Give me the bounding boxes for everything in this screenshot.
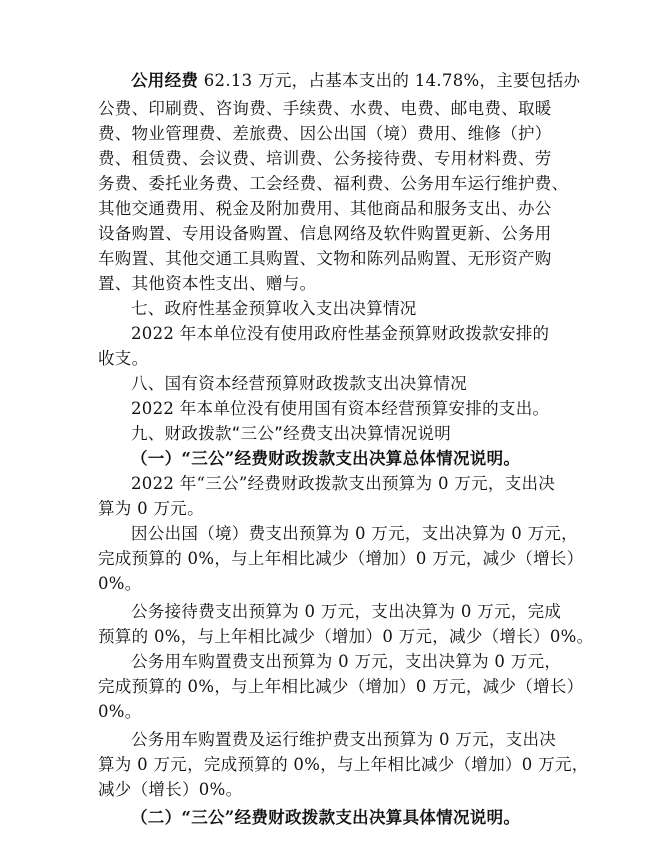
public-cost-line-1: [131, 69, 580, 93]
section-9-heading: 九、财政拨款“三公”经费支出决算情况说明: [131, 424, 452, 443]
public-cost-label: 公用经费: [131, 71, 199, 90]
total-line-1: 2022 年“三公”经费财政拨款支出预算为 0 万元，支出决: [131, 474, 556, 493]
public-cost-line-7: 设备购置、专用设备购置、信息网络及软件购置更新、公务用: [98, 224, 552, 243]
reception-line-1: 公务接待费支出预算为 0 万元，支出决算为 0 万元，完成: [131, 602, 562, 621]
section-8-line-1: 2022 年本单位没有使用国有资本经营预算安排的支出。: [131, 399, 550, 418]
car-purchase-line-2: 完成预算的 0%，与上年相比减少（增加）0 万元，减少（增长）: [98, 677, 584, 696]
public-cost-line-1-text: 62.13 万元，占基本支出的 14.78%，主要包括办: [198, 71, 581, 90]
reception-line-2: 预算的 0%，与上年相比减少（增加）0 万元，减少（增长）0%。: [98, 627, 594, 646]
abroad-line-3: 0%。: [98, 574, 142, 593]
abroad-line-1: 因公出国（境）费支出预算为 0 万元，支出决算为 0 万元，: [131, 524, 578, 543]
section-7-line-1: 2022 年本单位没有使用政府性基金预算财政拨款安排的: [131, 324, 550, 343]
car-total-line-1: 公务用车购置费及运行维护费支出预算为 0 万元，支出决: [131, 730, 557, 749]
car-purchase-line-3: 0%。: [98, 702, 142, 721]
car-purchase-line-1: 公务用车购置费支出预算为 0 万元，支出决算为 0 万元，: [131, 652, 562, 671]
car-total-line-3: 减少（增长）0%。: [98, 780, 243, 799]
section-7-line-2: 收支。: [98, 349, 149, 368]
public-cost-line-6: 其他交通费用、税金及附加费用、其他商品和服务支出、办公: [98, 199, 552, 218]
public-cost-line-8: 车购置、其他交通工具购置、文物和陈列品购置、无形资产购: [98, 249, 552, 268]
total-line-2: 算为 0 万元。: [98, 499, 204, 518]
public-cost-line-9: 置、其他资本性支出、赠与。: [98, 274, 317, 293]
car-total-line-2: 算为 0 万元，完成预算的 0%，与上年相比减少（增加）0 万元，: [98, 755, 589, 774]
public-cost-line-5: 务费、委托业务费、工会经费、福利费、公务用车运行维护费、: [98, 174, 569, 193]
public-cost-line-4: 费、租赁费、会议费、培训费、公务接待费、专用材料费、劳: [98, 149, 552, 168]
section-9-sub-1: （一）“三公”经费财政拨款支出决算总体情况说明。: [131, 449, 521, 468]
section-9-sub-2: （二）“三公”经费财政拨款支出决算具体情况说明。: [131, 808, 521, 827]
section-7-heading: 七、政府性基金预算收入支出决算情况: [131, 299, 417, 318]
abroad-line-2: 完成预算的 0%，与上年相比减少（增加）0 万元，减少（增长）: [98, 549, 584, 568]
public-cost-line-2: 公费、印刷费、咨询费、手续费、水费、电费、邮电费、取暖: [98, 99, 552, 118]
public-cost-line-3: 费、物业管理费、差旅费、因公出国（境）费用、维修（护）: [98, 124, 552, 143]
section-8-heading: 八、国有资本经营预算财政拨款支出决算情况: [131, 374, 467, 393]
